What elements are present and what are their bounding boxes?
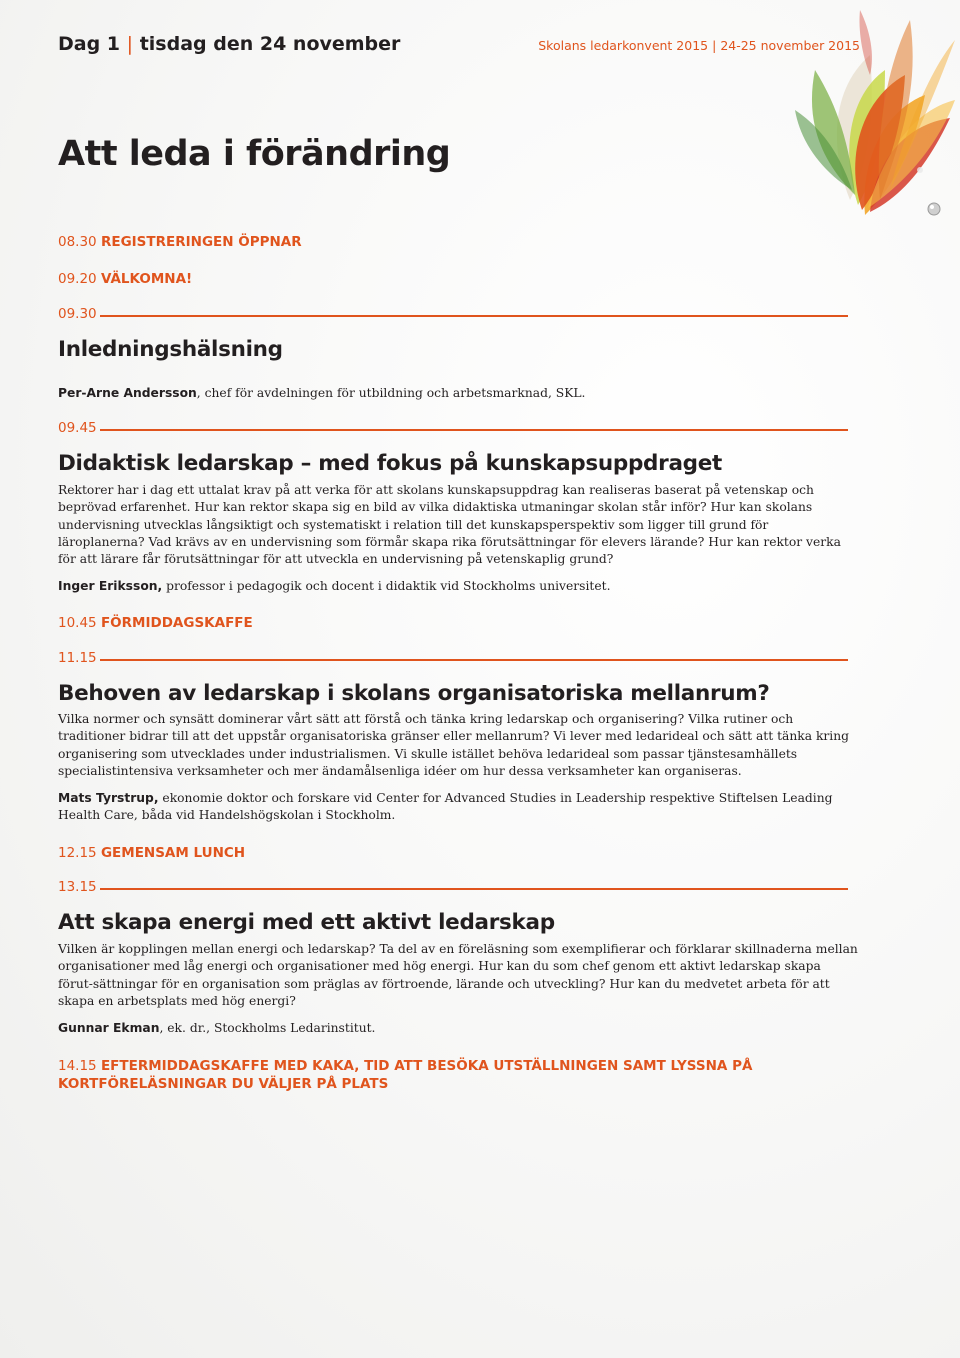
lunch-time: 12.15 [58, 845, 97, 861]
conference-name: Skolans ledarkonvent 2015 [538, 38, 709, 53]
session-title-didaktisk: Didaktisk ledarskap – med fokus på kunskapsuppdraget [58, 451, 723, 476]
schedule-registration [58, 234, 302, 250]
afternoon-label-line2: KORTFÖRELÄSNINGAR DU VÄLJER PÅ PLATS [58, 1076, 389, 1092]
timeline-rule [100, 315, 848, 317]
speaker-description: , ek. dr., Stockholms Ledarinstitut. [159, 1021, 376, 1035]
session-title-energi: Att skapa energi med ett aktivt ledarskap [58, 910, 555, 935]
afternoon-label-line1: EFTERMIDDAGSKAFFE MED KAKA, TID ATT BESÖKA UTSTÄLLNINGEN SAMT LYSSNA PÅ [100, 1058, 753, 1074]
timeline-1315 [58, 881, 848, 895]
day-label: Dag 1 [58, 33, 121, 55]
timeline-rule [100, 429, 848, 431]
session-description-didaktisk: Rektorer har i dag ett uttalat krav på att verka för att skolans kunskapsuppdrag kan realiseras baserat på vetenskap och beprövad erfarenhet. Hur kan rektor skapa sig en bild av vilka didaktiska utmaningar skolan står inför? Hur kan skolans undervisning utvecklas långsiktigt och systematiskt i relation till det kunskapsperspektiv som ligger till grund för läroplanerna? Vad krävs av en undervisning som förmår skapa rika förutsättningar för elevers lärande? Hur kan rektor verka för att lärare får förutsättningar för att utveckla en undervisning på vetenskaplig grund? [58, 483, 841, 567]
session-title-inledning: Inledningshälsning [58, 337, 283, 362]
conference-label [538, 38, 860, 53]
registration-time: 08.30 [58, 234, 97, 250]
schedule-afternoon [58, 1057, 752, 1093]
session-time: 13.15 [58, 879, 97, 895]
speaker-tyrstrup [58, 790, 858, 825]
schedule-coffee [58, 615, 253, 631]
speaker-name: Gunnar Ekman [58, 1021, 160, 1035]
afternoon-time: 14.15 [58, 1058, 97, 1074]
speaker-description: , chef för avdelningen för utbildning och arbetsmarknad, SKL. [196, 386, 586, 400]
conference-separator: | [712, 38, 717, 53]
speaker-description: ekonomie doktor och forskare vid Center for Advanced Studies in Leadership respektive Stiftelsen Leading Health Care, båda vid Handelshögskolan i Stockholm. [58, 791, 833, 823]
speaker-description: professor i pedagogik och docent i didaktik vid Stockholms universitet. [162, 579, 611, 593]
schedule-lunch [58, 845, 245, 861]
schedule-welcome [58, 271, 192, 287]
session-time: 09.45 [58, 420, 97, 436]
speaker-andersson [58, 385, 858, 402]
timeline-0945 [58, 422, 848, 436]
day-heading [58, 33, 400, 55]
speaker-ekman [58, 1020, 858, 1037]
session-time: 11.15 [58, 650, 97, 666]
timeline-rule [100, 659, 848, 661]
registration-label: REGISTRERINGEN ÖPPNAR [100, 234, 302, 250]
session-description-behoven: Vilka normer och synsätt dominerar vårt sätt att förstå och tänka kring ledarskap och organisering? Vilka rutiner och traditioner bidrar till att det uppstår organisatoriska gränser eller mellanrum? Vi lever med ledarideal och sätt att tänka kring organisering som utvecklades under industrialismen. Vi skulle istället behöva ledarideal som passar tjänstesamhällets specialistintensiva verksamheter och mer ändamålsenliga idéer om hur dessa verksamheter kan organiseras. [58, 712, 850, 778]
session-description-energi: Vilken är kopplingen mellan energi och ledarskap? Ta del av en föreläsning som exemplifierar och förklarar skillnaderna mellan organisationer med låg energi och organisationer med hög energi. Hur kan du som chef genom ett aktivt ledarskap skapa förut-sättningar för en organisation som präglas av förtroende, lärande och utveckling? Hur kan du medvetet arbeta för att skapa en arbetsplats med hög energi? [58, 942, 858, 1008]
speaker-name: Per-Arne Andersson [58, 386, 197, 400]
conference-dates: 24-25 november 2015 [720, 38, 860, 53]
session-time: 09.30 [58, 306, 97, 322]
page-title: Att leda i förändring [58, 134, 451, 174]
coffee-time: 10.45 [58, 615, 97, 631]
leaves-decoration-icon [790, 0, 960, 230]
day-separator: | [126, 33, 134, 55]
timeline-rule [100, 888, 848, 890]
welcome-label: VÄLKOMNA! [100, 271, 193, 287]
speaker-eriksson [58, 578, 858, 595]
lunch-label: GEMENSAM LUNCH [100, 845, 246, 861]
date-label: tisdag den 24 november [139, 33, 401, 55]
timeline-0930 [58, 308, 848, 322]
session-title-behoven: Behoven av ledarskap i skolans organisatoriska mellanrum? [58, 681, 770, 706]
coffee-label: FÖRMIDDAGSKAFFE [100, 615, 253, 631]
welcome-time: 09.20 [58, 271, 97, 287]
speaker-name: Mats Tyrstrup, [58, 791, 159, 805]
timeline-1115 [58, 652, 848, 666]
speaker-name: Inger Eriksson, [58, 579, 163, 593]
